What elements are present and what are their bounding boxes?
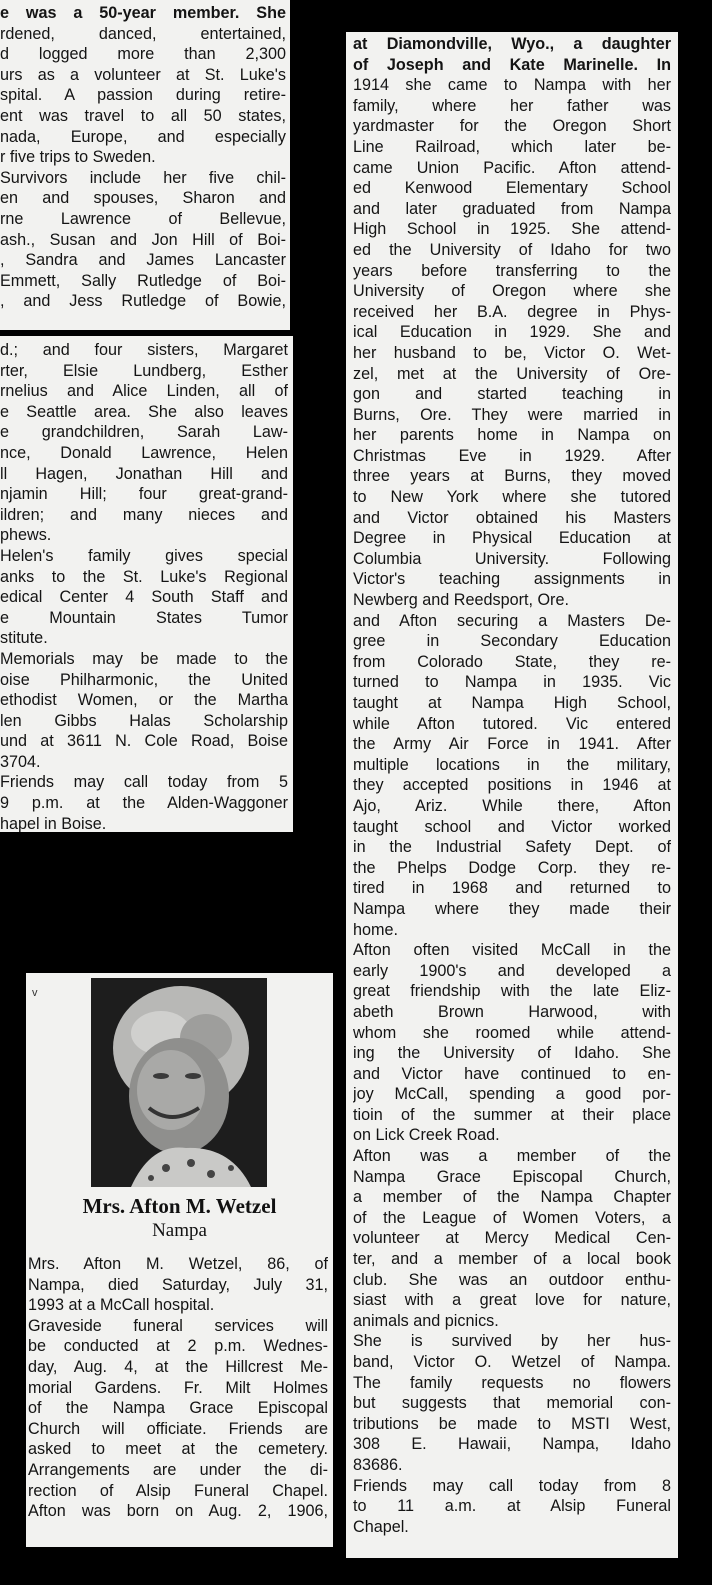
text-line: Arrangements are under the di- — [28, 1460, 328, 1479]
text-line: Afton often visited McCall in the — [353, 941, 671, 960]
text-line: d logged more than 2,300 — [0, 45, 286, 64]
text-line: 1914 she came to Nampa with her — [353, 76, 671, 95]
portrait-image — [91, 978, 267, 1187]
text-line: whom she roomed while attend- — [353, 1023, 671, 1042]
text-line: ethodist Women, or the Martha — [0, 691, 288, 710]
text-line: came Union Pacific. Afton attend- — [353, 158, 671, 177]
text-line: a member of the Nampa Chapter — [353, 1188, 671, 1207]
text-line: oise Philharmonic, the United — [0, 670, 288, 689]
text-line: nce, Donald Lawrence, Helen — [0, 443, 288, 462]
text-line: und at 3611 N. Cole Road, Boise — [0, 732, 288, 751]
text-line: d.; and four sisters, Margaret — [0, 341, 288, 359]
text-line: en and spouses, Sharon and — [0, 189, 286, 208]
photo-corner-mark: v — [32, 987, 38, 999]
text-line: of the League of Women Voters, a — [353, 1208, 671, 1227]
text-line: ildren; and many nieces and — [0, 505, 288, 524]
text-line: Christmas Eve in 1929. After — [353, 446, 671, 465]
text-line: to 11 a.m. at Alsip Funeral — [353, 1497, 671, 1516]
text-line: and Victor obtained his Masters — [353, 508, 671, 527]
text-line: 308 E. Hawaii, Nampa, Idaho — [353, 1435, 671, 1454]
text-line: rnelius and Alice Linden, all of — [0, 382, 288, 401]
text-line: Graveside funeral services will — [28, 1316, 328, 1335]
text-line: Mrs. Afton M. Wetzel, 86, of — [28, 1255, 328, 1273]
text-line: years before transferring to the — [353, 261, 671, 280]
text-line: The family requests no flowers — [353, 1373, 671, 1392]
clipping-left-mid-text — [0, 340, 288, 832]
text-line: the Phelps Dodge Corp. they re- — [353, 858, 671, 877]
text-line: yardmaster for the Oregon Short — [353, 117, 671, 136]
text-line: of the Nampa Grace Episcopal — [28, 1399, 328, 1418]
text-line: zel, met at the University of Ore- — [353, 364, 671, 383]
text-line: joy McCall, spending a good por- — [353, 1085, 671, 1104]
obituary-name: Mrs. Afton M. Wetzel — [82, 1194, 277, 1218]
obituary-text — [28, 1254, 328, 1522]
text-line: her parents home in Nampa on — [353, 426, 671, 445]
text-line: anks to the St. Luke's Regional — [0, 567, 288, 586]
text-line: tributions be made to MSTI West, — [353, 1414, 671, 1433]
text-line: three years at Burns, they moved — [353, 467, 671, 486]
text-line: while Afton tutored. Vic entered — [353, 714, 671, 733]
text-line: njamin Hill; four great-grand- — [0, 485, 288, 504]
text-line: early 1900's and developed a — [353, 961, 671, 980]
text-line: ed the University of Idaho for two — [353, 240, 671, 259]
text-line: ll Hagen, Jonathan Hill and — [0, 464, 288, 483]
text-line: Line Railroad, which later be- — [353, 137, 671, 156]
text-line: She is survived by her hus- — [353, 1332, 671, 1351]
text-line: edical Center 4 South Staff and — [0, 588, 288, 607]
text-line: Church will officiate. Friends are — [28, 1419, 328, 1438]
text-line: and later graduated from Nampa — [353, 199, 671, 218]
text-line: ash., Susan and Jon Hill of Boi- — [0, 230, 286, 249]
text-line: turned to Nampa in 1935. Vic — [353, 673, 671, 692]
text-line: home. — [353, 920, 398, 939]
text-line: tired in 1968 and returned to — [353, 879, 671, 898]
text-line: Chapel. — [353, 1517, 409, 1536]
text-line: animals and picnics. — [353, 1311, 499, 1330]
text-line: rdened, danced, entertained, — [0, 24, 286, 43]
text-line: len Gibbs Halas Scholarship — [0, 711, 288, 730]
obituary-clipping — [26, 973, 333, 1547]
text-line: they accepted positions in 1946 at — [353, 776, 671, 795]
text-line: Newberg and Reedsport, Ore. — [353, 591, 569, 610]
text-line: Ajo, Ariz. While there, Afton — [353, 796, 671, 815]
text-line: 83686. — [353, 1455, 403, 1474]
clipping-left-top — [0, 0, 290, 330]
text-line: taught at Nampa High School, — [353, 694, 671, 712]
text-line: ical Education in 1929. She and — [353, 323, 671, 342]
text-line: abeth Brown Harwood, with — [353, 1002, 671, 1021]
text-line: urs as a volunteer at St. Luke's — [0, 65, 286, 84]
portrait-photo — [91, 978, 267, 1187]
text-line: day, Aug. 4, at the Hillcrest Me- — [28, 1357, 328, 1376]
text-line: , Sandra and James Lancaster — [0, 251, 286, 270]
text-line: Friends may call today from 8 — [353, 1476, 671, 1495]
text-line: club. She was an outdoor enthu- — [353, 1270, 671, 1289]
text-line: Degree in Physical Education at — [353, 529, 671, 548]
text-line: e Seattle area. She also leaves — [0, 402, 288, 421]
text-line: rter, Elsie Lundberg, Esther — [0, 361, 288, 380]
text-line: and Afton securing a Masters De- — [353, 611, 671, 630]
text-line: morial Gardens. Fr. Milt Holmes — [28, 1378, 328, 1397]
text-line: ed Kenwood Elementary School — [353, 179, 671, 198]
clipping-left-top-text — [0, 3, 286, 312]
text-line: ent was travel to all 50 states, — [0, 106, 286, 125]
text-line: Friends may call today from 5 — [0, 773, 288, 792]
text-line: on Lick Creek Road. — [353, 1126, 500, 1145]
text-line: 3704. — [0, 752, 41, 771]
text-line: gree in Secondary Education — [353, 632, 671, 651]
text-line: received her B.A. degree in Phys- — [353, 302, 671, 321]
text-line: at Diamondville, Wyo., a daughter — [353, 35, 671, 53]
text-line: rne Lawrence of Bellevue, — [0, 209, 286, 228]
text-line: Afton was born on Aug. 2, 1906, — [28, 1502, 328, 1521]
text-line: but suggests that memorial con- — [353, 1394, 671, 1413]
text-line: Victor's teaching assignments in — [353, 570, 671, 589]
text-line: in the Industrial Safety Dept. of — [353, 838, 671, 857]
text-line: spital. A passion during retire- — [0, 86, 286, 105]
text-line: stitute. — [0, 629, 48, 648]
text-line: volunteer at Mercy Medical Cen- — [353, 1229, 671, 1248]
text-line: siast with a great love for nature, — [353, 1291, 671, 1310]
text-line: High School in 1925. She attend- — [353, 220, 671, 239]
text-line: band, Victor O. Wetzel of Nampa. — [353, 1353, 671, 1371]
text-line: 1993 at a McCall hospital. — [28, 1296, 215, 1315]
text-line: ing the University of Idaho. She — [353, 1044, 671, 1063]
text-line: tioin of the summer at their place — [353, 1105, 671, 1124]
text-line: Emmett, Sally Rutledge of Boi- — [0, 271, 286, 290]
text-line: from Colorado State, they re- — [353, 652, 671, 671]
clipping-right-text — [353, 34, 671, 1537]
text-line: her husband to be, Victor O. Wet- — [353, 343, 671, 362]
text-line: Burns, Ore. They were married in — [353, 405, 671, 424]
clipping-left-mid — [0, 336, 293, 832]
text-line: taught school and Victor worked — [353, 817, 671, 836]
text-line: asked to meet at the cemetery. — [28, 1440, 328, 1459]
text-line: hapel in Boise. — [0, 814, 107, 832]
text-line: Nampa where they made their — [353, 899, 671, 918]
text-line: e grandchildren, Sarah Law- — [0, 423, 288, 442]
text-line: Columbia University. Following — [353, 549, 671, 568]
text-line: great friendship with the late Eliz- — [353, 982, 671, 1001]
text-line: multiple locations in the military, — [353, 755, 671, 774]
text-line: phews. — [0, 526, 52, 545]
text-line: gon and started teaching in — [353, 385, 671, 404]
text-line: family, where her father was — [353, 96, 671, 115]
obituary-city: Nampa — [152, 1220, 207, 1241]
text-line: Afton was a member of the — [353, 1147, 671, 1166]
text-line: 9 p.m. at the Alden-Waggoner — [0, 794, 288, 813]
text-line: Memorials may be made to the — [0, 649, 288, 668]
text-line: e Mountain States Tumor — [0, 608, 288, 627]
text-line: the Army Air Force in 1941. After — [353, 735, 671, 754]
text-line: r five trips to Sweden. — [0, 148, 156, 167]
text-line: of Joseph and Kate Marinelle. In — [353, 55, 671, 74]
text-line: and Victor have continued to en- — [353, 1064, 671, 1083]
text-line: Nampa, died Saturday, July 31, — [28, 1275, 328, 1294]
text-line: rection of Alsip Funeral Chapel. — [28, 1481, 328, 1500]
text-line: University of Oregon where she — [353, 282, 671, 301]
text-line: Nampa Grace Episcopal Church, — [353, 1167, 671, 1186]
text-line: nada, Europe, and especially — [0, 127, 286, 146]
text-line: e was a 50-year member. She — [0, 4, 286, 22]
clipping-right — [346, 32, 678, 1558]
text-line: , and Jess Rutledge of Bowie, — [0, 292, 286, 311]
text-line: ter, and a member of a local book — [353, 1250, 671, 1269]
text-line: Survivors include her five chil- — [0, 168, 286, 187]
text-line: be conducted at 2 p.m. Wednes- — [28, 1337, 328, 1356]
text-line: to New York where she tutored — [353, 488, 671, 507]
text-line: Helen's family gives special — [0, 546, 288, 565]
